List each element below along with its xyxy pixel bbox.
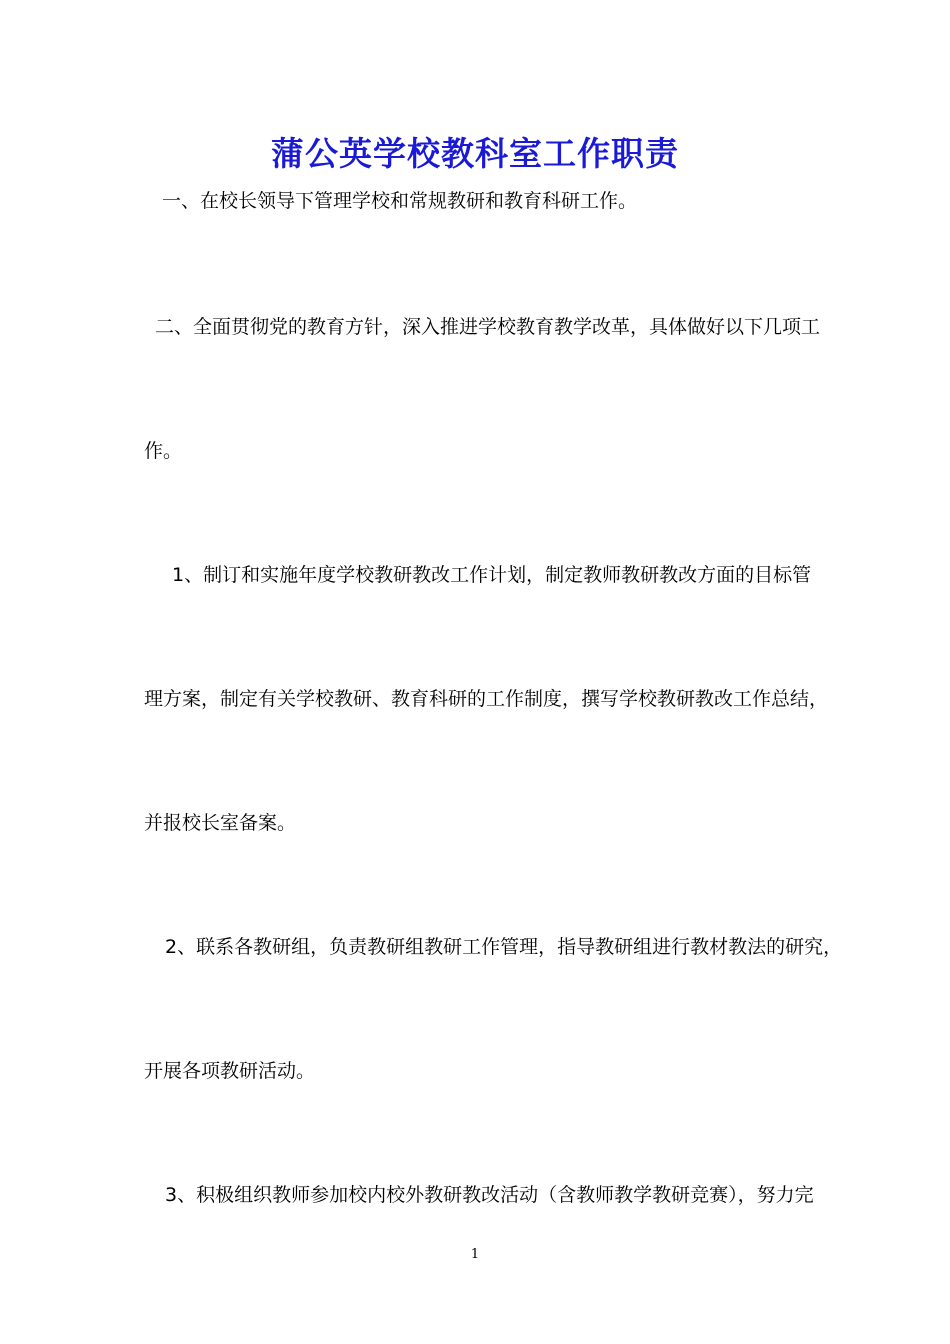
document-title: 蒲公英学校教科室工作职责 [271,134,679,173]
paragraph-line: 开展各项教研活动。 [144,1060,316,1082]
paragraph-line: 一、在校长领导下管理学校和常规教研和教育科研工作。 [162,190,638,212]
page-number: 1 [470,1247,480,1262]
paragraph-line: 理方案，制定有关学校教研、教育科研的工作制度，撰写学校教研教改工作总结， [144,688,829,710]
paragraph-line: 3、积极组织教师参加校内校外教研教改活动（含教师教学教研竞赛），努力完 [165,1184,814,1206]
paragraph-line: 2、联系各教研组，负责教研组教研工作管理，指导教研组进行教材教法的研究， [165,936,843,958]
paragraph-line: 作。 [144,440,183,462]
paragraph-line: 并报校长室备案。 [144,812,297,834]
paragraph-line: 1、制订和实施年度学校教研教改工作计划，制定教师教研教改方面的目标管 [172,564,812,586]
paragraph-line: 二、全面贯彻党的教育方针，深入推进学校教育教学改革，具体做好以下几项工 [155,316,821,338]
